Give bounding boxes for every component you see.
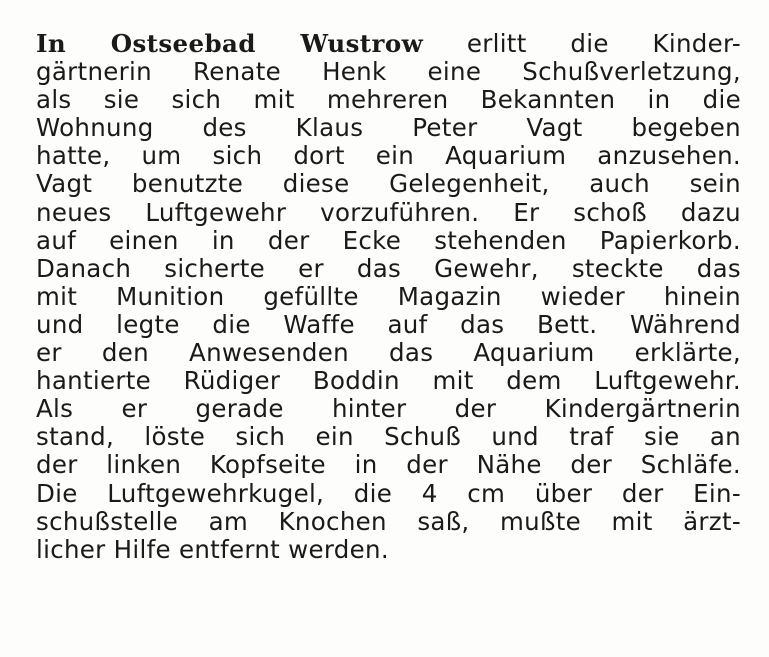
article-line-18: schußstelle am Knochen saß, mußte mit ärzt- (36, 506, 741, 536)
article-line-6: Vagt benutzte diese Gelegenheit, auch sein (36, 169, 741, 199)
article-line-17: Die Luftgewehrkugel, die 4 cm über der Ein- (36, 478, 741, 508)
article-line-8: auf einen in der Ecke stehenden Papierkorb. (36, 225, 741, 255)
article-line-7: neues Luftgewehr vorzuführen. Er schoß dazu (36, 197, 741, 227)
article-line-10: mit Munition gefüllte Magazin wieder hinein (36, 281, 741, 311)
article-line-1 (36, 30, 741, 58)
article-lead: In Ostseebad Wustrow (36, 29, 424, 58)
article-line-3: als sie sich mit mehreren Bekannten in die (36, 85, 741, 115)
article-text (36, 30, 741, 564)
article-line-2: gärtnerin Renate Henk eine Schußverletzung, (36, 57, 741, 87)
article-line-1-rest: erlitt die Kinder- (423, 29, 741, 58)
article-line-14: Als er gerade hinter der Kindergärtnerin (36, 394, 741, 424)
article-line-4: Wohnung des Klaus Peter Vagt begeben (36, 113, 741, 143)
article-line-19: licher Hilfe entfernt werden. (36, 534, 389, 564)
article-line-12: er den Anwesenden das Aquarium erklärte, (36, 338, 741, 368)
article-line-5: hatte, um sich dort ein Aquarium anzusehen. (36, 141, 741, 171)
article-line-16: der linken Kopfseite in der Nähe der Schläfe. (36, 450, 741, 480)
article-line-9: Danach sicherte er das Gewehr, steckte das (36, 253, 741, 283)
article-line-11: und legte die Waffe auf das Bett. Während (36, 309, 741, 339)
article-line-15: stand, löste sich ein Schuß und traf sie an (36, 422, 741, 452)
article-line-13: hantierte Rüdiger Boddin mit dem Luftgewehr. (36, 366, 741, 396)
